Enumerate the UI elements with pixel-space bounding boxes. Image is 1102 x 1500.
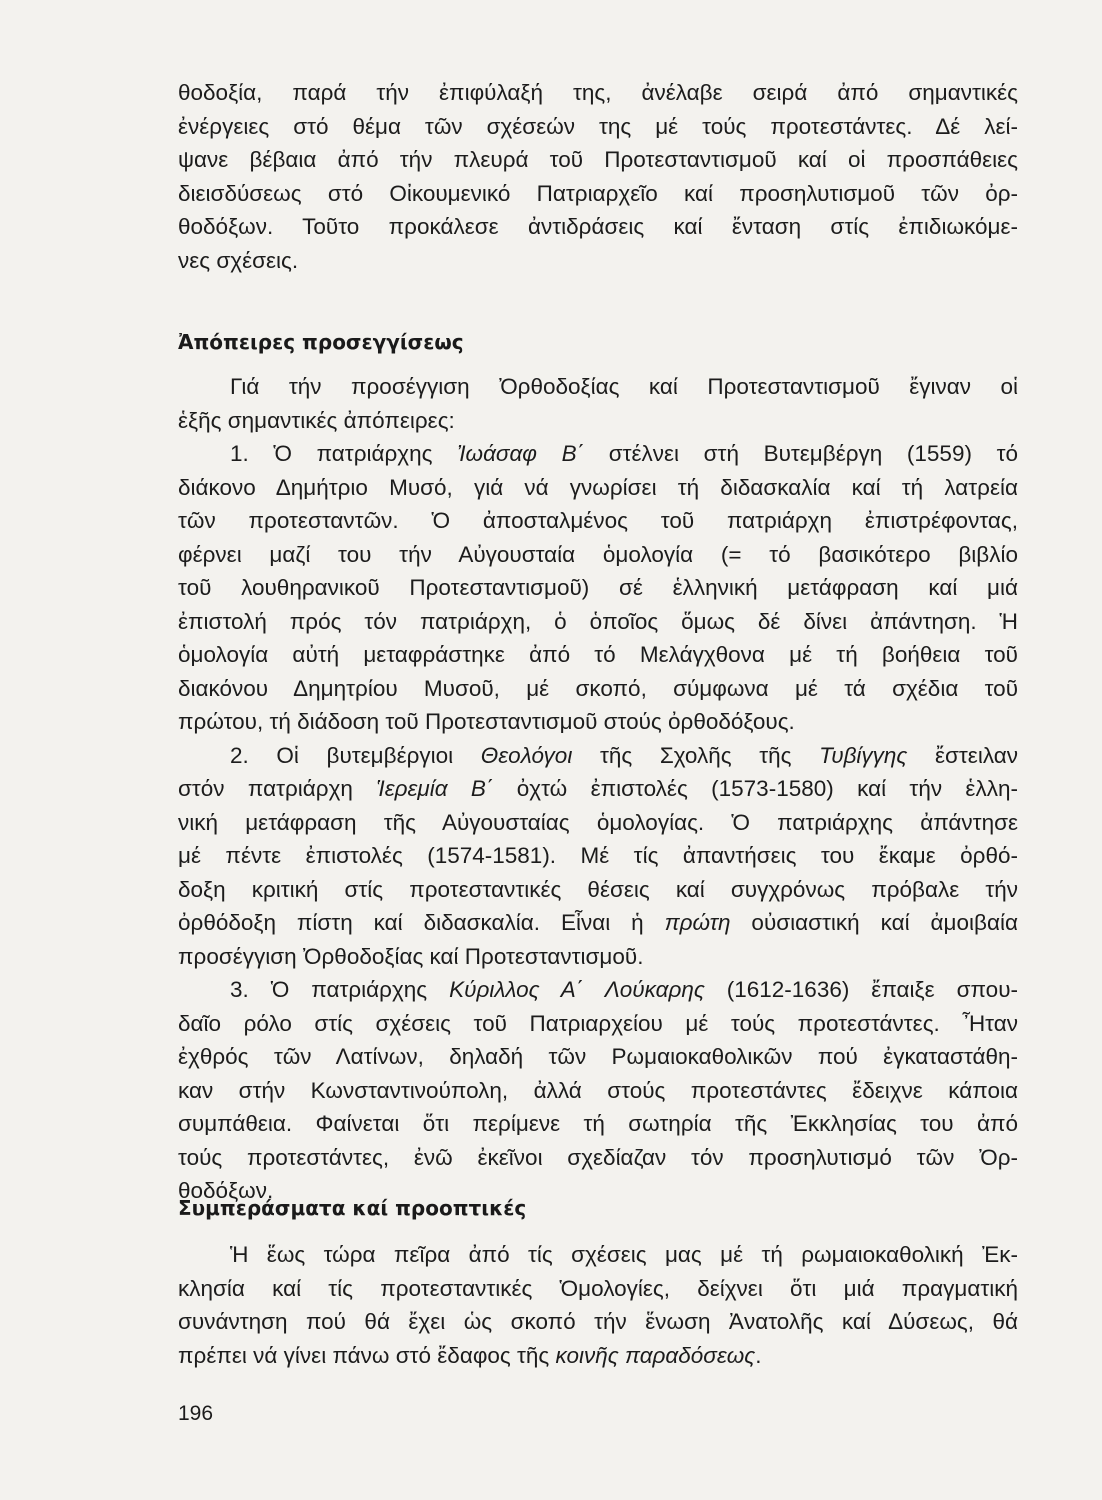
text-line: θοδοξία, παρά τήν ἐπιφύλαξή της, ἀνέλαβε σειρά ἀπό σημαντικές <box>178 80 1018 105</box>
text-line: ὁμολογία αὐτή μεταφράστηκε ἀπό τό Μελάγχθονα μέ τή βοήθεια τοῦ <box>178 642 1018 667</box>
text-run: (1612-1636) ἔπαιξε σπου- <box>704 977 1018 1002</box>
conclusion-paragraph <box>178 1238 1018 1372</box>
text-line: νική μετάφραση τῆς Αὐγουσταίας ὁμολογίας. Ὁ πατριάρχης ἀπάντησε <box>178 809 1018 835</box>
italic-term: Θεολόγοι <box>480 742 573 768</box>
text-run: πρέπει νά γίνει πάνω στό ἔδαφος τῆς <box>178 1342 556 1368</box>
text-line: διακόνου Δημητρίου Μυσοῦ, μέ σκοπό, σύμφωνα μέ τά σχέδια τοῦ <box>178 675 1018 701</box>
text-run: στόν πατριάρχη <box>178 776 377 801</box>
section-heading-conclusions: Συμπεράσματα καί προοπτικές <box>178 1196 527 1220</box>
item-2-sixth-line <box>178 906 1018 940</box>
conclusion-last-line <box>178 1339 1018 1373</box>
text-line: διεισδύσεως στό Οἰκουμενικό Πατριαρχεῖο καί προσηλυτισμοῦ τῶν ὀρ- <box>178 180 1018 206</box>
text-line: ἐνέργειες στό θέμα τῶν σχέσεών της μέ τούς προτεστάντες. Δέ λεί- <box>178 113 1018 139</box>
text-run: 2. Οἱ βυτεμβέργιοι <box>230 742 481 768</box>
italic-name: Ἱερεμία Β΄ <box>376 776 494 801</box>
italic-term: Τυβίγγης <box>819 742 908 768</box>
text-line: Γιά τήν προσέγγιση Ὀρθοδοξίας καί Προτεσταντισμοῦ ἔγιναν οἱ <box>230 374 1018 399</box>
text-run: στέλνει στή Βυτεμβέργη (1559) τό <box>584 441 1018 466</box>
text-line: διάκονο Δημήτριο Μυσό, γιά νά γνωρίσει τή διδασκαλία καί τή λατρεία <box>178 474 1018 500</box>
italic-name: Ἰωάσαφ Β΄ <box>457 441 585 466</box>
attempts-section <box>178 370 1018 1208</box>
intro-paragraph <box>178 76 1018 277</box>
text-line: προσέγγιση Ὀρθοδοξίας καί Προτεσταντισμοῦ. <box>178 943 644 969</box>
item-2-second-line <box>178 772 1018 806</box>
italic-name: Κύριλλος Α΄ Λούκαρης <box>449 977 705 1002</box>
text-line: τῶν προτεσταντῶν. Ὁ ἀποσταλμένος τοῦ πατριάρχη ἐπιστρέφοντας, <box>178 508 1018 533</box>
text-run: οὐσιαστική καί ἀμοιβαία <box>730 910 1018 935</box>
text-run: ὀρθόδοξη πίστη καί διδασκαλία. Εἶναι ἡ <box>178 910 665 935</box>
text-line: ἐπιστολή πρός τόν πατριάρχη, ὁ ὁποῖος ὅμως δέ δίνει ἀπάντηση. Ἡ <box>178 608 1018 634</box>
text-line: συμπάθεια. Φαίνεται ὅτι περίμενε τή σωτηρία τῆς Ἐκκλησίας του ἀπό <box>178 1111 1018 1136</box>
item-1-first-line <box>178 437 1018 471</box>
text-line: Ἡ ἕως τώρα πεῖρα ἀπό τίς σχέσεις μας μέ τή ρωμαιοκαθολική Ἐκ- <box>230 1242 1018 1267</box>
text-run: τῆς Σχολῆς τῆς <box>572 742 820 768</box>
text-line: ἑξῆς σημαντικές ἀπόπειρες: <box>178 407 455 433</box>
text-line: μέ πέντε ἐπιστολές (1574-1581). Μέ τίς ἀπαντήσεις του ἔκαμε ὀρθό- <box>178 843 1018 868</box>
text-run: ὀχτώ ἐπιστολές (1573-1580) καί τήν ἑλλη- <box>493 776 1018 801</box>
text-run: 1. Ὁ πατριάρχης <box>230 441 458 466</box>
item-3-first-line <box>178 973 1018 1007</box>
text-line: θοδόξων. <box>178 1178 274 1203</box>
text-line: καν στήν Κωνσταντινούπολη, ἀλλά στούς προτεστάντες ἔδειχνε κάποια <box>178 1077 1018 1103</box>
text-line: θοδόξων. Τοῦτο προκάλεσε ἀντιδράσεις καί ἔνταση στίς ἐπιδιωκόμε- <box>178 214 1018 239</box>
italic-term: κοινῆς παραδόσεως <box>555 1342 756 1368</box>
text-line: νες σχέσεις. <box>178 247 299 273</box>
text-run: ἔστειλαν <box>907 742 1018 768</box>
item-2-first-line <box>178 739 1018 773</box>
italic-term: πρώτη <box>664 910 731 935</box>
text-line: τούς προτεστάντες, ἐνῶ ἐκεῖνοι σχεδίαζαν τόν προσηλυτισμό τῶν Ὀρ- <box>178 1144 1018 1170</box>
text-line: πρώτου, τή διάδοση τοῦ Προτεσταντισμοῦ στούς ὀρθοδόξους. <box>178 709 795 734</box>
text-line: τοῦ λουθηρανικοῦ Προτεσταντισμοῦ) σέ ἑλληνική μετάφραση καί μιά <box>178 575 1018 600</box>
text-line: συνάντηση πού θά ἔχει ὡς σκοπό τήν ἕνωση Ἀνατολῆς καί Δύσεως, θά <box>178 1309 1018 1334</box>
text-line: ἐχθρός τῶν Λατίνων, δηλαδή τῶν Ρωμαιοκαθολικῶν πού ἐγκαταστάθη- <box>178 1044 1018 1069</box>
text-line: ψανε βέβαια ἀπό τήν πλευρά τοῦ Προτεσταντισμοῦ καί οἱ προσπάθειες <box>178 147 1018 172</box>
section-heading-attempts: Ἀπόπειρες προσεγγίσεως <box>178 330 464 354</box>
text-line: δοξη κριτική στίς προτεσταντικές θέσεις καί συγχρόνως πρόβαλε τήν <box>178 876 1018 902</box>
text-line: κλησία καί τίς προτεσταντικές Ὁμολογίες, δείχνει ὅτι μιά πραγματική <box>178 1275 1018 1301</box>
page-number: 196 <box>178 1402 214 1425</box>
text-line: φέρνει μαζί του τήν Αὐγουσταία ὁμολογία (= τό βασικότερο βιβλίο <box>178 541 1018 567</box>
text-line: δαῖο ρόλο στίς σχέσεις τοῦ Πατριαρχείου μέ τούς προτεστάντες. Ἦταν <box>178 1010 1018 1036</box>
text-run: 3. Ὁ πατριάρχης <box>230 977 450 1002</box>
text-run: . <box>755 1342 762 1368</box>
